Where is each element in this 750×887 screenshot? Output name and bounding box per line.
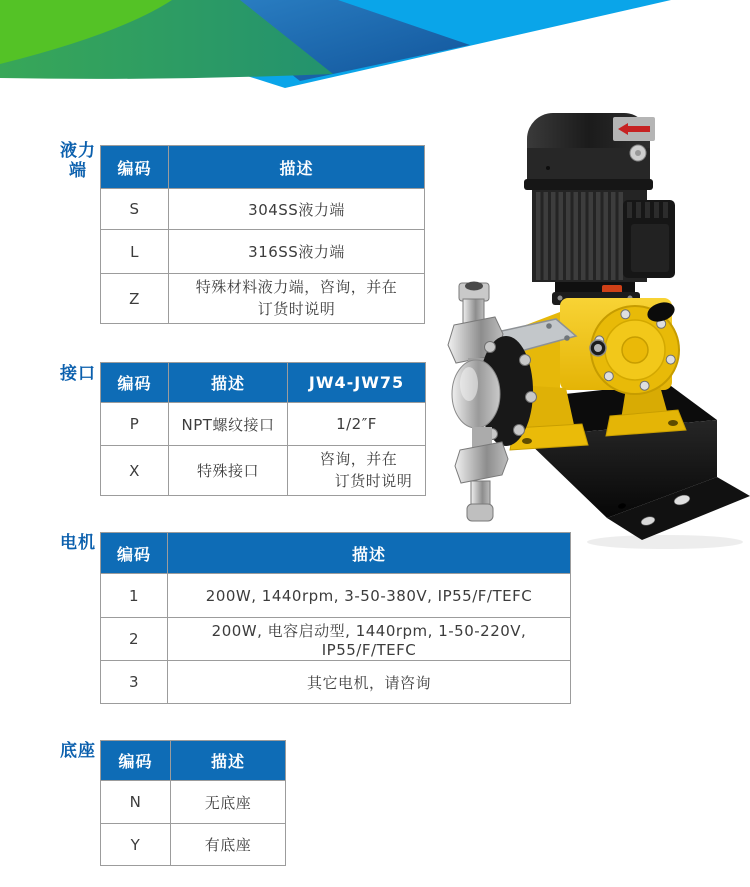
- value-line-2: 订货时说明: [334, 471, 413, 490]
- col-header-code: 编码: [101, 363, 169, 403]
- cell-value: [288, 446, 426, 496]
- section-label-hydraulic-end: 液力端: [60, 141, 96, 182]
- cell-code: S: [101, 189, 169, 230]
- cell-desc: NPT螺纹接口: [169, 403, 288, 446]
- cell-desc: 特殊接口: [169, 446, 288, 496]
- col-header-desc: 描述: [168, 533, 571, 574]
- col-header-desc: 描述: [169, 146, 425, 189]
- value-line-1: 咨询，并在: [319, 449, 398, 468]
- cell-code: 1: [101, 574, 168, 618]
- table-header-row: [101, 146, 425, 189]
- table-hydraulic-end: [100, 145, 425, 324]
- section-label-motor: 电机: [60, 533, 96, 553]
- table-row: [101, 230, 425, 274]
- cell-desc: 304SS液力端: [169, 189, 425, 230]
- pump-shadow: [587, 535, 743, 549]
- col-header-desc: 描述: [171, 741, 286, 781]
- col-header-code: 编码: [101, 146, 169, 189]
- table-motor: [100, 532, 571, 704]
- table-base: [100, 740, 286, 866]
- col-header-desc: 描述: [169, 363, 288, 403]
- cell-desc: 200W, 1440rpm, 3-50-380V, IP55/F/TEFC: [168, 574, 571, 618]
- table-header-row: [101, 363, 426, 403]
- motor: [524, 113, 675, 305]
- table-row: [101, 189, 425, 230]
- cell-code: X: [101, 446, 169, 496]
- cell-code: Y: [101, 824, 171, 866]
- col-header-model-range: JW4-JW75: [288, 363, 426, 403]
- cell-desc: [169, 274, 425, 324]
- cell-value: 1/2″F: [288, 403, 426, 446]
- valve-hex-nut: [455, 442, 508, 483]
- col-header-code: 编码: [101, 741, 171, 781]
- cell-code: Z: [101, 274, 169, 324]
- desc-line-1: 特殊材料液力端，咨询，并在: [195, 277, 398, 296]
- table-row: [101, 574, 571, 618]
- cell-code: 2: [101, 618, 168, 661]
- pump-product-photo: [430, 100, 750, 550]
- section-label-interface: 接口: [60, 364, 96, 384]
- table-row: [101, 824, 286, 866]
- valve-assembly: [448, 282, 537, 522]
- table-row: [101, 781, 286, 824]
- cell-desc: 无底座: [171, 781, 286, 824]
- table-row: [101, 618, 571, 661]
- table-row: [101, 274, 425, 324]
- table-row: [101, 661, 571, 704]
- cell-desc: 200W, 电容启动型, 1440rpm, 1-50-220V, IP55/F/TEFC: [168, 618, 571, 661]
- table-interface: [100, 362, 426, 496]
- cell-code: L: [101, 230, 169, 274]
- col-header-code: 编码: [101, 533, 168, 574]
- cell-desc: 316SS液力端: [169, 230, 425, 274]
- section-label-base: 底座: [60, 741, 96, 761]
- cell-code: N: [101, 781, 171, 824]
- cell-code: 3: [101, 661, 168, 704]
- desc-line-2: 订货时说明: [257, 299, 336, 318]
- cell-desc: 有底座: [171, 824, 286, 866]
- table-row: [101, 446, 426, 496]
- table-row: [101, 403, 426, 446]
- cell-desc: 其它电机，请咨询: [168, 661, 571, 704]
- outlet-fitting: [467, 504, 493, 521]
- table-header-row: [101, 741, 286, 781]
- cell-code: P: [101, 403, 169, 446]
- banner-graphic: [0, 0, 750, 92]
